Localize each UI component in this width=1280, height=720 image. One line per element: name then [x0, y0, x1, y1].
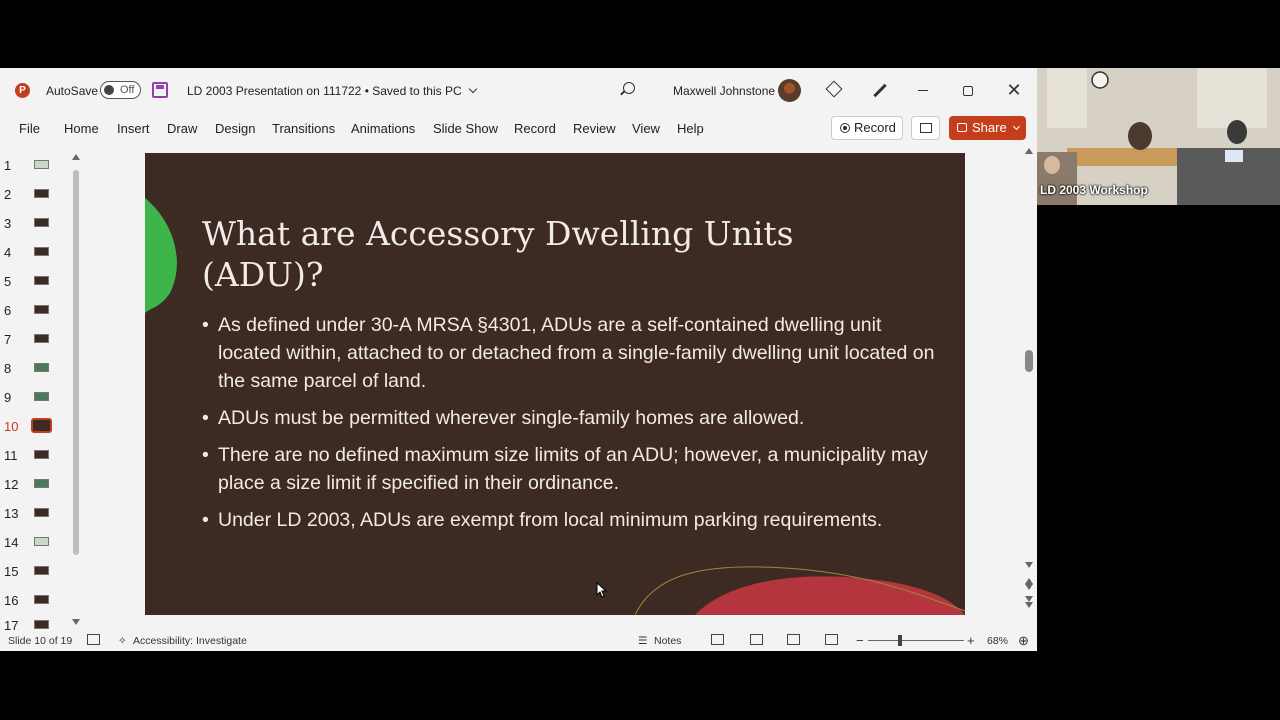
- thumbnail-number: 9: [4, 390, 12, 405]
- thumbnail-number: 14: [4, 535, 19, 550]
- fit-to-window-icon[interactable]: ⊕: [1018, 633, 1029, 648]
- tab-home[interactable]: Home: [64, 121, 99, 136]
- person-1: [1128, 122, 1152, 150]
- thumbnail-item[interactable]: [0, 446, 60, 466]
- thumbnail-number: 8: [4, 361, 12, 376]
- thumbnail-item[interactable]: [0, 301, 60, 321]
- avatar[interactable]: [778, 79, 801, 102]
- thumbnail-image[interactable]: [34, 537, 49, 546]
- thumbnail-number: 12: [4, 477, 19, 492]
- thumbnail-image[interactable]: [31, 418, 52, 433]
- slide-scrollbar[interactable]: [1024, 152, 1036, 612]
- tab-animations[interactable]: Animations: [351, 121, 416, 136]
- thumbnail-image[interactable]: [34, 305, 49, 314]
- thumbnail-image[interactable]: [34, 189, 49, 198]
- document-title[interactable]: [187, 84, 476, 98]
- tab-review[interactable]: Review: [573, 121, 616, 136]
- thumbnail-item[interactable]: [0, 591, 60, 611]
- notes-button[interactable]: Notes: [654, 635, 682, 647]
- thumbnail-number: 17: [4, 618, 19, 633]
- powerpoint-logo-icon: P: [15, 83, 30, 98]
- thumbnail-image[interactable]: [34, 566, 49, 575]
- share-dropdown-icon[interactable]: [1013, 123, 1020, 130]
- zoom-in-icon[interactable]: +: [967, 633, 975, 648]
- slide-thumbnails-pane: [0, 152, 70, 633]
- thumbnail-number: 1: [4, 158, 12, 173]
- thumbnail-image[interactable]: [34, 334, 49, 343]
- chevron-down-icon: [469, 85, 477, 93]
- thumbnail-item[interactable]: [0, 156, 60, 176]
- thumbnail-number: 16: [4, 593, 19, 608]
- tab-help[interactable]: Help: [677, 121, 704, 136]
- thumbnail-item[interactable]: [0, 533, 60, 553]
- thumbnail-image[interactable]: [34, 479, 49, 488]
- premium-diamond-icon[interactable]: [826, 81, 843, 98]
- tab-view[interactable]: View: [632, 121, 660, 136]
- thumbnail-item[interactable]: [0, 185, 60, 205]
- thumbnail-item[interactable]: [0, 243, 60, 263]
- slide-counter[interactable]: Slide 10 of 19: [8, 635, 73, 647]
- window-left: [1047, 68, 1087, 128]
- next-slide-icon-lower: [1025, 602, 1033, 608]
- thumbnail-item[interactable]: [0, 504, 60, 524]
- save-state: Saved to this PC: [372, 84, 462, 98]
- powerpoint-window: [0, 68, 1037, 651]
- comments-button[interactable]: [911, 116, 940, 140]
- thumbnail-number: 7: [4, 332, 12, 347]
- tab-transitions[interactable]: Transitions: [272, 121, 336, 136]
- thumbnail-image[interactable]: [34, 218, 49, 227]
- scroll-down-icon[interactable]: [72, 619, 80, 625]
- thumbnail-image[interactable]: [34, 620, 49, 629]
- tab-file[interactable]: File: [19, 121, 40, 136]
- save-icon[interactable]: [152, 82, 168, 98]
- inset-screen: [1225, 150, 1243, 162]
- bullet-item[interactable]: • As defined under 30-A MRSA §4301, ADUs are a self-contained dwelling unit located within, attached to or detached from a single-family dwelling unit located on the same parcel of land.: [202, 311, 942, 395]
- notes-icon: ☰: [638, 635, 648, 647]
- bullet-item[interactable]: • ADUs must be permitted wherever single-family homes are allowed.: [202, 404, 942, 432]
- spellcheck-icon[interactable]: [87, 634, 100, 645]
- clock-icon: [1092, 72, 1108, 88]
- thumbnail-image[interactable]: [34, 247, 49, 256]
- thumbnail-number: 3: [4, 216, 12, 231]
- zoom-slider-thumb[interactable]: [898, 635, 902, 646]
- share-button[interactable]: [949, 116, 1026, 140]
- share-label: Share: [972, 120, 1007, 135]
- autosave-label: AutoSave: [46, 84, 99, 98]
- close-button[interactable]: ✕: [1006, 80, 1022, 100]
- thumbnail-image[interactable]: [34, 276, 49, 285]
- thumbnail-number: 6: [4, 303, 12, 318]
- thumbnail-number: 4: [4, 245, 12, 260]
- tab-record[interactable]: Record: [514, 121, 556, 136]
- slide-bullet-list[interactable]: [202, 311, 942, 543]
- thumbnail-image[interactable]: [34, 595, 49, 604]
- zoom-slider[interactable]: [868, 640, 964, 641]
- inset-person: [1044, 156, 1060, 174]
- bullet-item[interactable]: • Under LD 2003, ADUs are exempt from local minimum parking requirements.: [202, 506, 942, 534]
- video-label: LD 2003 Workshop: [1040, 183, 1148, 197]
- slide-show-icon[interactable]: [825, 634, 838, 645]
- thumbnail-item-active[interactable]: [0, 417, 60, 437]
- thumbnail-number: 2: [4, 187, 12, 202]
- person-2: [1227, 120, 1247, 144]
- reading-view-icon[interactable]: [787, 634, 800, 645]
- scrollbar-thumb[interactable]: [1025, 350, 1033, 372]
- user-name[interactable]: Maxwell Johnstone: [673, 84, 776, 98]
- mouse-cursor-icon: [596, 582, 608, 598]
- thumbnail-image[interactable]: [34, 363, 49, 372]
- thumbnails-scrollbar[interactable]: [72, 154, 80, 622]
- thumbnail-number: 13: [4, 506, 19, 521]
- minimize-button[interactable]: [913, 80, 933, 100]
- tab-slide-show[interactable]: Slide Show: [433, 121, 499, 136]
- previous-slide-icon-lower: [1025, 584, 1033, 590]
- bullet-item[interactable]: • There are no defined maximum size limits of an ADU; however, a municipality may place a size limit if specified in their ordinance.: [202, 441, 942, 497]
- normal-view-icon[interactable]: [711, 634, 724, 645]
- green-accent-shape: [145, 198, 177, 313]
- thumbnail-number: 5: [4, 274, 12, 289]
- thumbnail-item[interactable]: [0, 272, 60, 292]
- thumbnail-item[interactable]: [0, 562, 60, 582]
- window-right: [1197, 68, 1267, 128]
- pen-icon[interactable]: [873, 84, 886, 97]
- status-bar: [0, 630, 1037, 651]
- toggle-knob: [104, 85, 114, 95]
- scrollbar-thumb[interactable]: [73, 170, 79, 555]
- autosave-toggle[interactable]: [100, 81, 141, 99]
- restore-button[interactable]: [958, 80, 978, 100]
- thumbnail-image[interactable]: [34, 160, 49, 169]
- accessibility-status[interactable]: Accessibility: Investigate: [133, 635, 247, 647]
- thumbnail-image[interactable]: [34, 508, 49, 517]
- tab-design[interactable]: Design: [215, 121, 256, 136]
- thumbnail-number: 11: [4, 448, 18, 463]
- accessibility-icon: ✧: [118, 635, 127, 647]
- title-separator: •: [364, 84, 373, 98]
- slide-canvas[interactable]: [145, 153, 965, 615]
- zoom-level[interactable]: 68%: [987, 635, 1009, 647]
- zoom-out-icon[interactable]: −: [856, 633, 864, 648]
- thumbnail-item[interactable]: [0, 330, 60, 350]
- search-icon[interactable]: [623, 82, 635, 94]
- thumbnail-image[interactable]: [34, 450, 49, 459]
- document-name: LD 2003 Presentation on 111722: [187, 84, 362, 98]
- thumbnail-item[interactable]: [0, 214, 60, 234]
- video-feed: [1037, 68, 1280, 205]
- slide-title[interactable]: What are Accessory Dwelling Units (ADU)?: [202, 214, 794, 294]
- title-bar: [0, 68, 1037, 112]
- thumbnail-item[interactable]: [0, 359, 60, 379]
- scroll-down-icon[interactable]: [1025, 562, 1033, 568]
- thumbnail-number: 10: [4, 419, 19, 434]
- record-button[interactable]: Record: [831, 116, 903, 140]
- thumbnail-item[interactable]: [0, 475, 60, 495]
- tab-insert[interactable]: Insert: [117, 121, 150, 136]
- thumbnail-image[interactable]: [34, 392, 49, 401]
- thumbnail-number: 15: [4, 564, 19, 579]
- scroll-up-icon[interactable]: [72, 154, 80, 160]
- scroll-up-icon[interactable]: [1025, 148, 1033, 154]
- thumbnail-item[interactable]: [0, 388, 60, 408]
- autosave-state: Off: [120, 84, 135, 96]
- red-accent-shape: [695, 576, 965, 615]
- ribbon-tabs: [0, 112, 1037, 146]
- slide-sorter-icon[interactable]: [750, 634, 763, 645]
- tab-draw[interactable]: Draw: [167, 121, 198, 136]
